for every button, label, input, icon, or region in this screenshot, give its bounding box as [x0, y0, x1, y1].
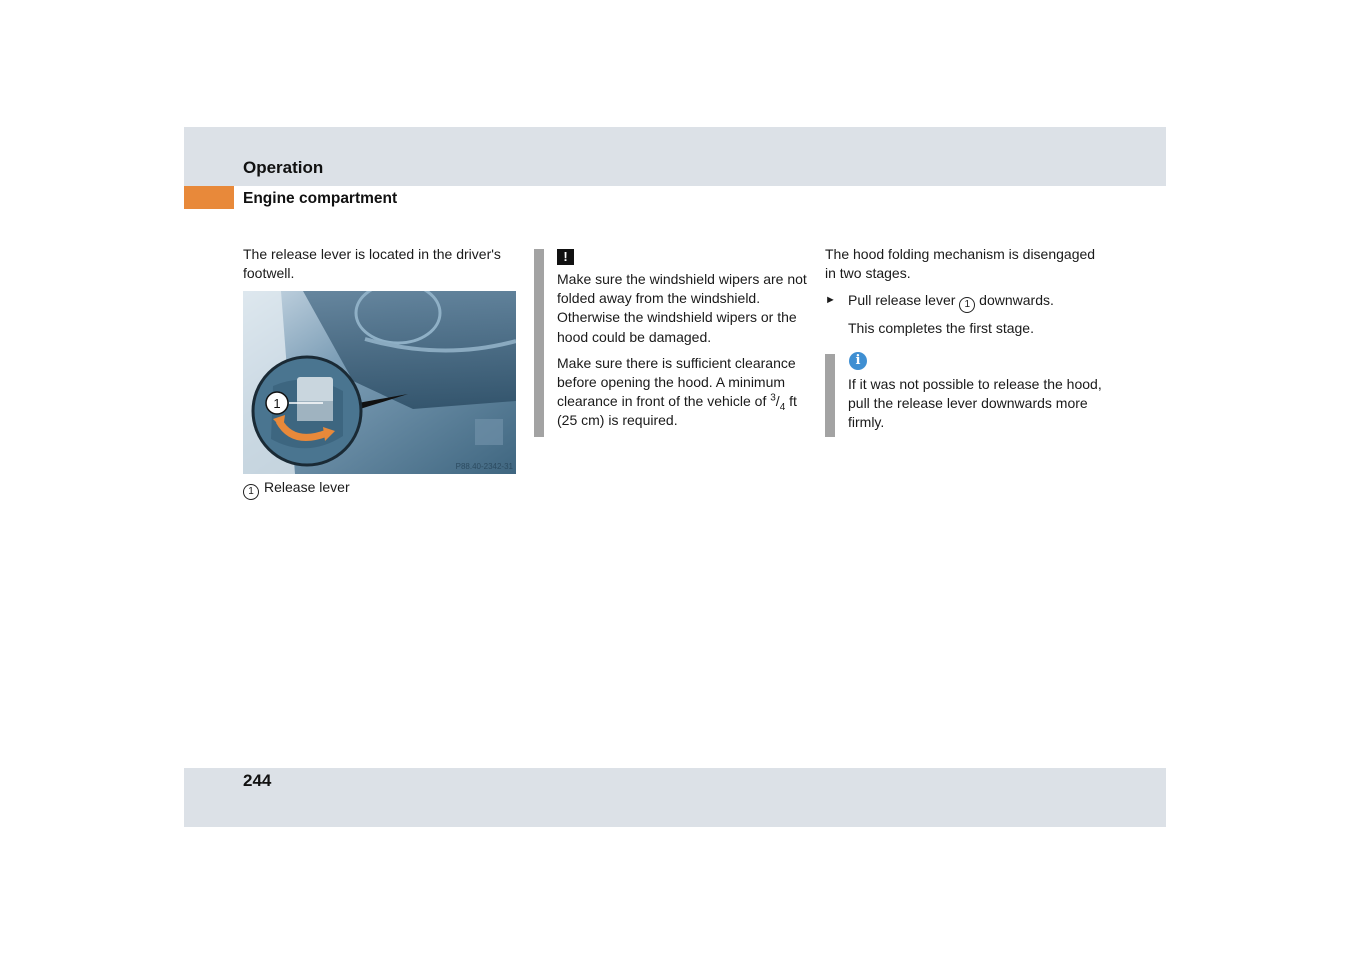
fraction-numerator: 3 — [770, 392, 776, 404]
footer-band — [184, 768, 1166, 827]
exclamation-icon: ! — [557, 249, 574, 265]
step-lever-number: 1 — [959, 297, 975, 313]
warning-text-1: Make sure the windshield wipers are not folded away from the windshield. Otherwise the windshield wipers or the hood could be damaged. — [557, 271, 807, 345]
stages-intro: The hood folding mechanism is disengaged in two stages. — [825, 246, 1096, 282]
figure-caption — [243, 478, 350, 500]
intro-text: The release lever is located in the driver's footwell. — [243, 246, 501, 282]
warning-text-2: Make sure there is sufficient clearance before opening the hood. A minimum clearance in front of the vehicle of $^3/_4$ ft (25 cm) is required. — [557, 354, 797, 429]
figure-callout-number: 1 — [273, 396, 281, 411]
info-icon: i — [849, 352, 867, 370]
step-result: This completes the first stage. — [848, 320, 1034, 336]
step-arrow-icon: ► — [825, 294, 836, 306]
subsection-title: Engine compartment — [243, 190, 398, 207]
info-text: If it was not possible to release the hood, pull the release lever downwards more firmly. — [848, 376, 1102, 431]
caption-number: 1 — [243, 484, 259, 500]
figure-image-code: P88.40-2342-31 — [455, 462, 513, 471]
release-lever-figure — [243, 291, 516, 474]
info-bar — [825, 354, 835, 437]
caption-label: Release lever — [264, 479, 350, 495]
fraction-denominator: 4 — [779, 402, 786, 414]
page-number: 244 — [243, 771, 272, 790]
warning-notice — [557, 270, 809, 431]
warning-bar — [534, 249, 544, 437]
section-tab-marker — [184, 186, 234, 209]
header-band — [184, 127, 1166, 186]
section-title: Operation — [243, 158, 324, 177]
